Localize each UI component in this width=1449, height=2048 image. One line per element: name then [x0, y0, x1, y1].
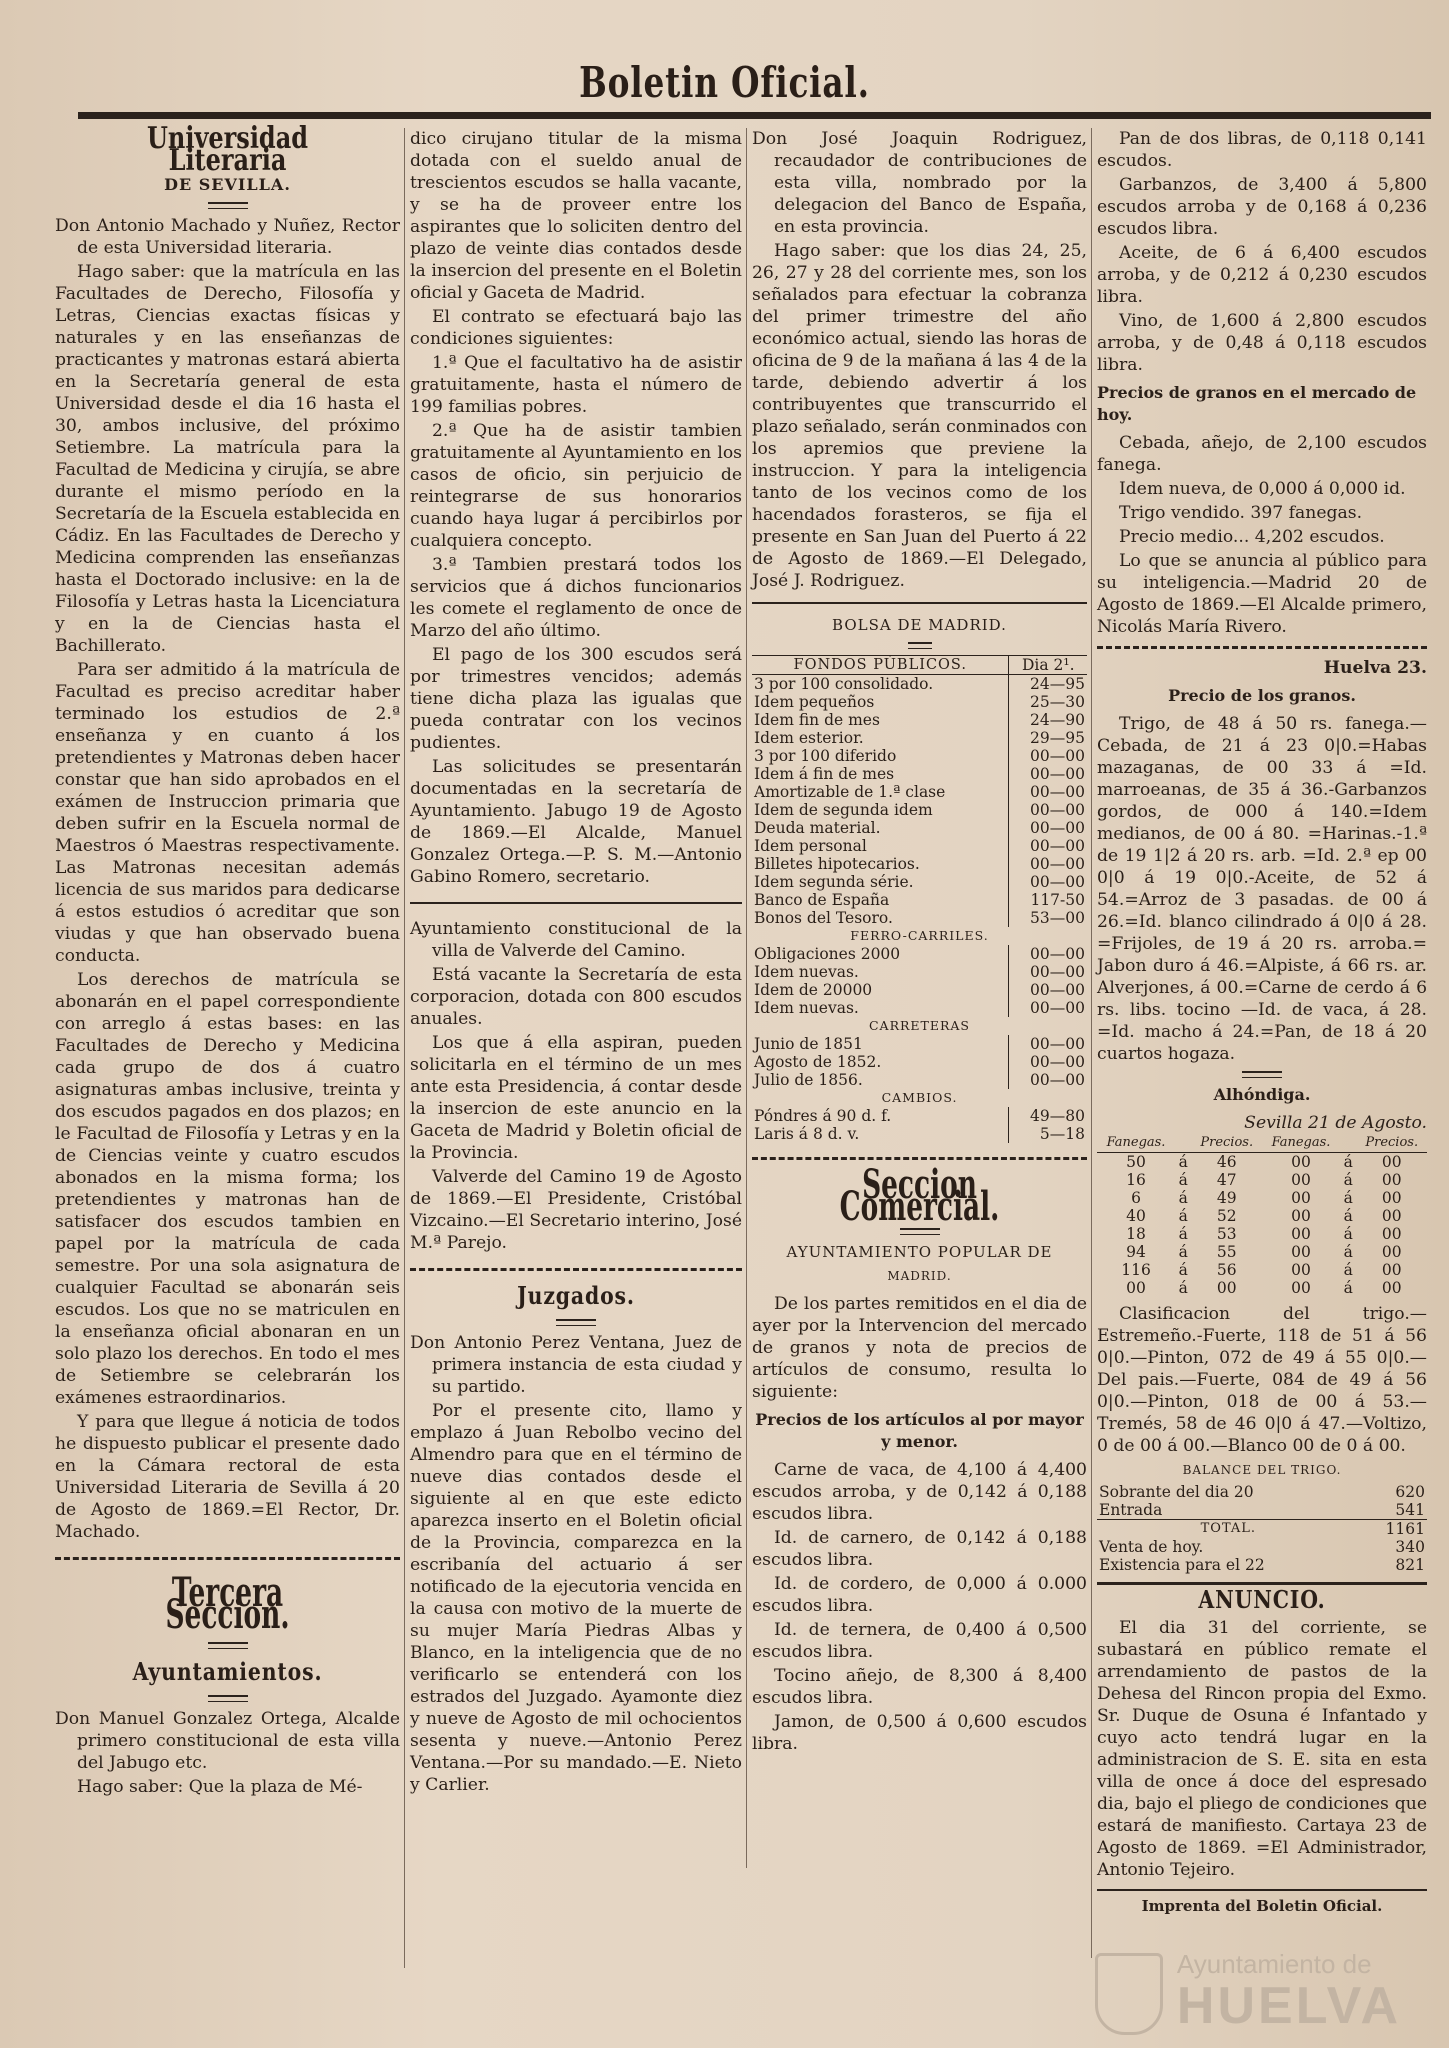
table-cell: 55	[1216, 1243, 1237, 1261]
table-cell: Idem nuevas.	[754, 963, 859, 981]
paragraph: Hago saber: que los dias 24, 25, 26, 27 y 28 del corriente mes, son los señalados para efectuar la cobranza del primer trimestre del año económico actual, siendo las horas de oficina de 9 de la mañana á las 4 de la tarde, debiendo advertir á los contribuyentes que transcurrido el plazo señalado, serán conminados con los apremios que previene la instruccion. Y para la inteligencia tanto de los vecinos como de los hacendados forasteros, se fija el presente en San Juan del Puerto á 22 de Agosto de 1869.—El Delegado, José J. Rodriguez.	[752, 241, 1087, 591]
table-row	[752, 891, 1087, 909]
table-cell: Laris á 8 d. v.	[754, 1125, 860, 1143]
section-rule	[752, 602, 1087, 604]
table-cell: 29—95	[1009, 729, 1087, 747]
section-rule	[410, 1268, 742, 1271]
stock-table	[752, 655, 1087, 1143]
table-cell: á	[1343, 1189, 1353, 1207]
column-divider	[746, 128, 747, 1868]
table-cell: 00	[1291, 1207, 1311, 1225]
grain-price-heading: Precio de los granos.	[1168, 686, 1356, 705]
table-cell: á	[1178, 1225, 1188, 1243]
paragraph: El pago de los 300 escudos será por trimestres vencidos; además tiene dicha plaza las igualas que pueda contratar con los vecinos pudientes.	[410, 645, 742, 753]
ornament-divider	[208, 1695, 248, 1702]
anuncio-title: ANUNCIO.	[1198, 1585, 1326, 1614]
column-3	[752, 128, 1087, 1757]
table-cell: Amortizable de 1.ª clase	[754, 783, 946, 801]
paragraph: Id. de cordero, de 0,000 á 0.000 escudos libra.	[752, 1574, 1087, 1616]
watermark	[1176, 1949, 1401, 2035]
table-row	[752, 729, 1087, 747]
paragraph: De los partes remitidos en el dia de ayer por la Intervencion del mercado de granos y nota de precios de artículos de consumo, resulta lo siguiente:	[752, 1294, 1087, 1402]
column-4	[1097, 128, 1427, 1917]
ornament-divider	[208, 202, 248, 209]
table-cell: 620	[1395, 1483, 1425, 1501]
table-row	[752, 819, 1087, 837]
table-cell: 16	[1126, 1171, 1146, 1189]
table-cell: 00—00	[1009, 855, 1087, 873]
paragraph: Ayuntamiento constitucional de la villa de Valverde del Camino.	[410, 919, 742, 961]
column-2	[410, 128, 742, 1798]
table-header: Precios.	[1357, 1134, 1428, 1153]
table-row	[752, 909, 1087, 927]
ornament-divider	[1242, 1071, 1282, 1078]
table-cell: 25—30	[1009, 693, 1087, 711]
table-cell: Obligaciones 2000	[754, 945, 901, 963]
table-cell: 00—00	[1009, 801, 1087, 819]
paragraph: 3.ª Tambien prestará todos los servicios que á dichos funcionarios les comete el reglamento de once de Marzo del año último.	[410, 555, 742, 641]
table-cell: á	[1343, 1225, 1353, 1243]
paragraph: Pan de dos libras, de 0,118 0,141 escudos.	[1097, 129, 1427, 171]
masthead: Boletin Oficial.	[579, 58, 870, 107]
paragraph: 1.ª Que el facultativo ha de asistir gratuitamente, hasta el número de 199 familias pobres.	[410, 353, 742, 417]
table-cell: Idem personal	[754, 837, 867, 855]
table-cell: á	[1343, 1261, 1353, 1279]
table-cell: á	[1178, 1243, 1188, 1261]
table-cell: 117-50	[1009, 891, 1087, 909]
table-cell: Idem á fin de mes	[754, 765, 895, 783]
table-cell: á	[1343, 1207, 1353, 1225]
table-cell: Banco de España	[754, 891, 890, 909]
table-row	[752, 765, 1087, 783]
paragraph: Precio medio... 4,202 escudos.	[1119, 527, 1385, 547]
section-rule	[752, 1157, 1087, 1160]
paragraph: Don José Joaquin Rodriguez, recaudador de contribuciones de esta villa, nombrado por la delegacion del Banco de España, en esta provincia.	[752, 129, 1087, 237]
table-cell: Bonos del Tesoro.	[754, 909, 893, 927]
table-cell: 541	[1395, 1501, 1425, 1519]
table-cell: á	[1343, 1243, 1353, 1261]
table-cell: 3 por 100 consolidado.	[754, 675, 934, 693]
table-cell: 49	[1216, 1189, 1237, 1207]
juzgados-title: Juzgados.	[517, 1281, 635, 1310]
balance-heading: BALANCE DEL TRIGO.	[1182, 1463, 1342, 1477]
table-row	[1097, 1261, 1427, 1279]
table-cell: 821	[1395, 1556, 1425, 1574]
paragraph: El dia 31 del corriente, se subastará en público remate el arrendamiento de pastos de la Dehesa del Rincon propia del Exmo. Sr. Duque de Osuna é Infantado y cuyo acto tendrá lugar en la administracion de S. E. sita en esta villa de once á doce del espresado dia, bajo el pliego de condiciones que estará de manifiesto. Cartaya 23 de Agosto de 1869. =El Administrador, Antonio Tejeiro.	[1097, 1618, 1427, 1880]
table-header: Fanegas.	[1097, 1134, 1175, 1153]
table-cell: 18	[1126, 1225, 1146, 1243]
paragraph: Y para que llegue á noticia de todos he dispuesto publicar el presente dado en la Cámara rectoral de esta Universidad Literaria de Sevilla á 20 de Agosto de 1869.=El Rector, Dr. Machado.	[55, 1412, 400, 1542]
table-row	[752, 945, 1087, 963]
table-row	[752, 873, 1087, 891]
paragraph: Don Antonio Perez Ventana, Juez de primera instancia de esta ciudad y su partido.	[410, 1333, 742, 1397]
table-cell: 00	[1381, 1171, 1402, 1189]
table-cell: 00—00	[1009, 1053, 1087, 1071]
paragraph: El contrato se efectuará bajo las condiciones siguientes:	[410, 307, 742, 349]
table-row	[752, 711, 1087, 729]
paragraph: Los derechos de matrícula se abonarán en el papel correspondiente con arreglo á estas bases: en las Facultades de Derecho y Medicina cada grupo de dos á cuatro asignaturas ambas inclusive, treinta y dos escudos pagados en dos plazos; en le Facultad de Filosofía y Letras y en la de Ciencias veinte y cuatro escudos abonados en la misma forma; los pretendientes y matronas han de satisfacer dos escudos tambien en papel por la matrícula de cada semestre. Por una sola asignatura de cualquier Facultad se abonarán seis escudos. Los que no se matriculen en la enseñanza oficial abonaran en un solo plazo los derechos. En todo el mes de Setiembre se celebrarán los exámenes estraordinarios.	[55, 970, 400, 1408]
table-cell: 00—00	[1009, 837, 1087, 855]
table-subheading: CAMBIOS.	[881, 1090, 958, 1105]
huelva-dateline: Huelva 23.	[1323, 658, 1427, 678]
table-row	[752, 747, 1087, 765]
table-cell: 00	[1291, 1279, 1311, 1297]
table-cell: á	[1178, 1171, 1188, 1189]
table-cell: 53	[1216, 1225, 1237, 1243]
table-cell: 00	[1381, 1261, 1402, 1279]
table-cell: Idem de 20000	[754, 981, 873, 999]
subsection-title: Ayuntamientos.	[132, 1657, 323, 1686]
table-row	[1097, 1538, 1427, 1556]
paragraph: 2.ª Que ha de asistir tambien gratuitamente al Ayuntamiento en los casos de oficio, sin perjuicio de reintegrarse de sus honorarios cuando haya lugar á percibirlos por cualquiera concepto.	[410, 421, 742, 551]
table-row	[1097, 1501, 1427, 1520]
column-divider	[1091, 128, 1092, 1958]
table-cell: á	[1343, 1171, 1353, 1189]
table-cell: 00	[1216, 1279, 1237, 1297]
table-cell: Billetes hipotecarios.	[754, 855, 920, 873]
table-cell: á	[1178, 1261, 1188, 1279]
table-cell: 46	[1216, 1153, 1237, 1171]
table-row	[1097, 1225, 1427, 1243]
imprenta-footer: Imprenta del Boletin Oficial.	[1097, 1889, 1427, 1917]
paragraph: Id. de ternera, de 0,400 á 0,500 escudos libra.	[752, 1620, 1087, 1662]
table-header: FONDOS PÚBLICOS.	[793, 657, 967, 673]
watermark-line2: HUELVA	[1176, 1977, 1401, 2035]
paragraph: Lo que se anuncia al público para su inteligencia.—Madrid 20 de Agosto de 1869.—El Alcalde primero, Nicolás María Rivero.	[1097, 551, 1427, 637]
paragraph: Carne de vaca, de 4,100 á 4,400 escudos arroba, y de 0,142 á 0,188 escudos libra.	[752, 1460, 1087, 1524]
table-cell: 00—00	[1009, 783, 1087, 801]
alhondiga-table	[1097, 1134, 1427, 1297]
paragraph: Jamon, de 0,500 á 0,600 escudos libra.	[752, 1712, 1087, 1754]
table-row	[1097, 1189, 1427, 1207]
table-row	[752, 1035, 1087, 1053]
table-cell: 00	[1291, 1153, 1311, 1171]
table-cell: 3 por 100 diferido	[754, 747, 897, 765]
balance-table	[1097, 1483, 1427, 1574]
paragraph: dico cirujano titular de la misma dotada con el sueldo anual de trescientos escudos se halla vacante, y se ha de proveer entre los aspirantes que lo soliciten dentro del plazo de veinte dias contados desde la insercion del presente en el Boletin oficial y Gaceta de Madrid.	[410, 129, 742, 303]
table-cell: 94	[1126, 1243, 1146, 1261]
university-title: Universidad Literaria	[146, 121, 309, 178]
paragraph: Para ser admitido á la matrícula de Facultad es preciso acreditar haber terminado los estudios de 2.ª enseñanza y en cuanto á los pretendientes y Matronas deben hacer constar que han sido aprobados en el exámen de Instruccion primaria que deben sufrir en la Escuela normal de Maestros ó Maestras respectivamente. Las Matronas necesitan además licencia de sus maridos para dedicarse á estos estudios ó acreditar que son viudas y que han observado buena conducta.	[55, 660, 400, 966]
section-rule	[55, 1557, 400, 1560]
table-subheading: CARRETERAS	[868, 1018, 970, 1033]
table-cell: 00—00	[1009, 963, 1087, 981]
grain-prices-heading: Precios de granos en el mercado de hoy.	[1097, 383, 1417, 424]
table-cell: Idem segunda série.	[754, 873, 914, 891]
table-row	[1097, 1153, 1427, 1172]
paragraph: Aceite, de 6 á 6,400 escudos arroba, y de 0,212 á 0,230 escudos libra.	[1097, 243, 1427, 307]
table-cell: 40	[1126, 1207, 1146, 1225]
table-cell: 24—95	[1009, 675, 1087, 694]
paragraph: Clasificacion del trigo.—Estremeño.-Fuerte, 118 de 51 á 56 0|0.—Pinton, 072 de 49 á 55 0|0.—Del pais.—Fuerte, 084 de 49 á 56 0|0.—Pinton, 018 de 00 á 53.—Tremés, 58 de 46 0|0 á 47.—Voltizo, 0 de 00 á 00.—Blanco 00 de 0 á 00.	[1097, 1304, 1427, 1456]
prices-heading: Precios de los artículos al por mayor y menor.	[755, 1410, 1084, 1451]
table-cell: 24—90	[1009, 711, 1087, 729]
table-cell: 6	[1131, 1189, 1141, 1207]
paragraph: Id. de carnero, de 0,142 á 0,188 escudos libra.	[752, 1528, 1087, 1570]
table-row	[1097, 1171, 1427, 1189]
table-row	[1097, 1556, 1427, 1574]
table-row	[752, 675, 1087, 694]
table-cell: 00	[1291, 1225, 1311, 1243]
table-row	[752, 963, 1087, 981]
table-cell: Entrada	[1099, 1501, 1163, 1519]
table-cell: Deuda material.	[754, 819, 881, 837]
table-cell: 116	[1121, 1261, 1151, 1279]
table-cell: á	[1178, 1279, 1188, 1297]
alhondiga-heading: Alhóndiga.	[1213, 1085, 1311, 1104]
paragraph: Trigo vendido. 397 fanegas.	[1119, 503, 1363, 523]
table-cell: 00	[1291, 1189, 1311, 1207]
column-1	[55, 121, 400, 1800]
ornament-divider	[208, 1642, 248, 1649]
table-cell: 00	[1381, 1243, 1402, 1261]
table-cell: 00—00	[1009, 819, 1087, 837]
table-cell: 00—00	[1009, 873, 1087, 891]
table-cell: 00—00	[1009, 765, 1087, 783]
table-row	[752, 837, 1087, 855]
table-cell: 00	[1291, 1171, 1311, 1189]
paragraph: Trigo, de 48 á 50 rs. fanega.—Cebada, de 21 á 23 0|0.=Habas mazaganas, de 00 33 á =Id. marroeanas, de 35 á 36.-Garbanzos gordos, de 000 á 140.=Idem medianos, de 00 á 80. =Harinas.-1.ª de 19 1|2 á 20 rs. arb. =Id. 2.ª ep 00 0|0 á 19 0|0.-Aceite, de 52 á 54.=Arroz de 3 pasadas. de 00 á 26.=Id. blanco cilindrado á 0|0 á 28. =Frijoles, de 19 á 20 rs. arroba.= Jabon duro á 46.=Alpiste, á 66 rs. ar. Alverjones, á 00.=Carne de cerdo á 6 rs. libs. tocino —Id. de vaca, á 28. =Id. macho á 24.=Pan, de 18 á 20 cuartos hogaza.	[1097, 714, 1427, 1064]
table-cell: Idem pequeños	[754, 693, 875, 711]
paragraph: Idem nueva, de 0,000 á 0,000 id.	[1119, 479, 1406, 499]
table-cell: 00—00	[1009, 945, 1087, 963]
table-row	[752, 1071, 1087, 1089]
table-row	[752, 783, 1087, 801]
table-cell: 00	[1381, 1189, 1402, 1207]
masthead-rule	[78, 112, 1431, 119]
table-cell: 00	[1381, 1207, 1402, 1225]
table-cell: 00	[1381, 1279, 1402, 1297]
sevilla-dateline: Sevilla 21 de Agosto.	[1244, 1113, 1427, 1133]
table-cell: á	[1178, 1153, 1188, 1171]
bolsa-heading: BOLSA DE MADRID.	[832, 616, 1007, 634]
table-cell: Idem nuevas.	[754, 999, 859, 1017]
table-cell: Idem esterior.	[754, 729, 864, 747]
table-row	[752, 1107, 1087, 1125]
table-cell: 53—00	[1009, 909, 1087, 927]
paragraph: Tocino añejo, de 8,300 á 8,400 escudos libra.	[752, 1666, 1087, 1708]
table-header-row	[752, 656, 1087, 675]
section-title: Tercera Seccion.	[165, 1569, 290, 1638]
table-row	[752, 999, 1087, 1017]
table-cell: 00—00	[1009, 999, 1087, 1017]
table-cell: 00—00	[1009, 747, 1087, 765]
table-row	[752, 693, 1087, 711]
table-cell: 00—00	[1009, 1071, 1087, 1089]
table-cell: 340	[1395, 1538, 1425, 1556]
table-cell: á	[1343, 1279, 1353, 1297]
table-cell: Existencia para el 22	[1099, 1556, 1265, 1574]
table-cell: 00—00	[1009, 1035, 1087, 1053]
madrid-heading: MADRID.	[887, 1269, 952, 1283]
table-row	[752, 855, 1087, 873]
table-cell: 00	[1291, 1243, 1311, 1261]
table-row	[1097, 1243, 1427, 1261]
table-cell: á	[1178, 1189, 1188, 1207]
ornament-divider	[908, 642, 932, 649]
table-header-row	[1097, 1134, 1427, 1153]
section-rule	[1097, 646, 1427, 649]
table-cell: 50	[1126, 1153, 1146, 1171]
table-row	[752, 801, 1087, 819]
table-header: Precios.	[1192, 1134, 1262, 1153]
table-row	[752, 1053, 1087, 1071]
section-rule	[410, 902, 742, 904]
table-row: TOTAL. 1161	[1097, 1520, 1427, 1539]
column-divider	[404, 128, 405, 1968]
table-cell: Julio de 1856.	[754, 1071, 863, 1089]
table-cell: á	[1178, 1207, 1188, 1225]
table-cell: 00	[1381, 1153, 1402, 1171]
table-cell: Agosto de 1852.	[754, 1053, 882, 1071]
table-cell: 49—80	[1009, 1107, 1087, 1125]
table-cell: Póndres á 90 d. f.	[754, 1107, 892, 1125]
crest-icon	[1095, 1953, 1163, 2035]
paragraph: Por el presente cito, llamo y emplazo á Juan Rebolbo vecino del Almendro para que en el término de nueve dias contados desde el siguiente al en que este edicto aparezca inserto en el Boletin oficial de la Provincia, comparezca en la escribanía del actuario á ser notificado de la ejecutoria vencida en la causa con motivo de la muerte de su mujer María Piedras Albas y Blanco, en la inteligencia que de no verificarlo se entenderá con los estrados del Juzgado. Ayamonte diez y nueve de Agosto de mil ochocientos sesenta y nueve.—Antonio Perez Ventana.—Por su mandado.—E. Nieto y Carlier.	[410, 1401, 742, 1795]
table-cell: 00	[1381, 1225, 1402, 1243]
paragraph: Hago saber: que la matrícula en las Facultades de Derecho, Filosofía y Letras, Ciencias exactas físicas y naturales y en las enseñanzas de practicantes y matronas estará abierta en la Secretaría general de esta Universidad desde el dia 16 hasta el 30, ambos inclusive, del próximo Setiembre. La matrícula para la Facultad de Medicina y cirujía, se abre durante el mismo período en la Secretaría de la Escuela establecida en Cádiz. En las Facultades de Derecho y Medicina comprenden las enseñanzas hasta el Doctorado inclusive: en la de Filosofía y Letras hasta la Licenciatura y en la de Ciencias hasta el Bachillerato.	[55, 262, 400, 656]
university-subtitle: DE SEVILLA.	[164, 175, 291, 194]
table-cell: Idem fin de mes	[754, 711, 880, 729]
table-cell: á	[1343, 1153, 1353, 1171]
table-row	[752, 981, 1087, 999]
table-row	[1097, 1279, 1427, 1297]
ornament-divider	[556, 1319, 596, 1326]
paragraph: Vino, de 1,600 á 2,800 escudos arroba, y de 0,48 á 0,118 escudos libra.	[1097, 311, 1427, 375]
paragraph: Valverde del Camino 19 de Agosto de 1869.—El Presidente, Cristóbal Vizcaino.—El Secretario interino, José M.ª Parejo.	[410, 1167, 742, 1253]
table-row	[1097, 1483, 1427, 1501]
rector-heading: Don Antonio Machado y Nuñez, Rector de esta Universidad literaria.	[55, 216, 400, 258]
table-cell: 47	[1216, 1171, 1237, 1189]
paragraph: Cebada, añejo, de 2,100 escudos fanega.	[1097, 433, 1427, 475]
paragraph: Los que á ella aspiran, pueden solicitarla en el término de un mes ante esta Presidencia, á contar desde la insercion de este anuncio en la Gaceta de Madrid y Boletin oficial de la Provincia.	[410, 1033, 742, 1163]
paragraph: Las solicitudes se presentarán documentadas en la secretaría de Ayuntamiento. Jabugo 19 de Agosto de 1869.—El Alcalde, Manuel Gonzalez Ortega.—P. S. M.—Antonio Gabino Romero, secretario.	[410, 757, 742, 887]
table-row	[1097, 1207, 1427, 1225]
table-header: Fanegas.	[1262, 1134, 1340, 1153]
table-cell: 00—00	[1009, 981, 1087, 999]
table-header: Dia 2¹.	[1009, 656, 1087, 675]
table-cell: 00	[1126, 1279, 1146, 1297]
table-row	[752, 1125, 1087, 1143]
paragraph: Hago saber: Que la plaza de Mé-	[77, 1777, 363, 1797]
table-cell: Idem de segunda idem	[754, 801, 933, 819]
table-cell: 5—18	[1009, 1125, 1087, 1143]
commercial-section-title: Seccion Comercial.	[839, 1161, 1000, 1230]
table-cell: Sobrante del dia 20	[1099, 1483, 1254, 1501]
table-cell: 52	[1216, 1207, 1237, 1225]
ayuntamiento-heading: AYUNTAMIENTO POPULAR DE	[786, 1243, 1053, 1261]
watermark-line1: Ayuntamiento de	[1176, 1949, 1372, 1979]
paragraph: Don Manuel Gonzalez Ortega, Alcalde primero constitucional de esta villa del Jabugo etc.	[55, 1709, 400, 1773]
paragraph: Garbanzos, de 3,400 á 5,800 escudos arroba y de 0,168 á 0,236 escudos libra.	[1097, 175, 1427, 239]
table-cell: 56	[1216, 1261, 1237, 1279]
table-subheading: FERRO-CARRILES.	[850, 928, 989, 943]
paragraph: Está vacante la Secretaría de esta corporacion, dotada con 800 escudos anuales.	[410, 965, 742, 1029]
table-cell: Venta de hoy.	[1099, 1538, 1204, 1556]
table-cell: 00	[1291, 1261, 1311, 1279]
table-cell: Junio de 1851	[754, 1035, 863, 1053]
